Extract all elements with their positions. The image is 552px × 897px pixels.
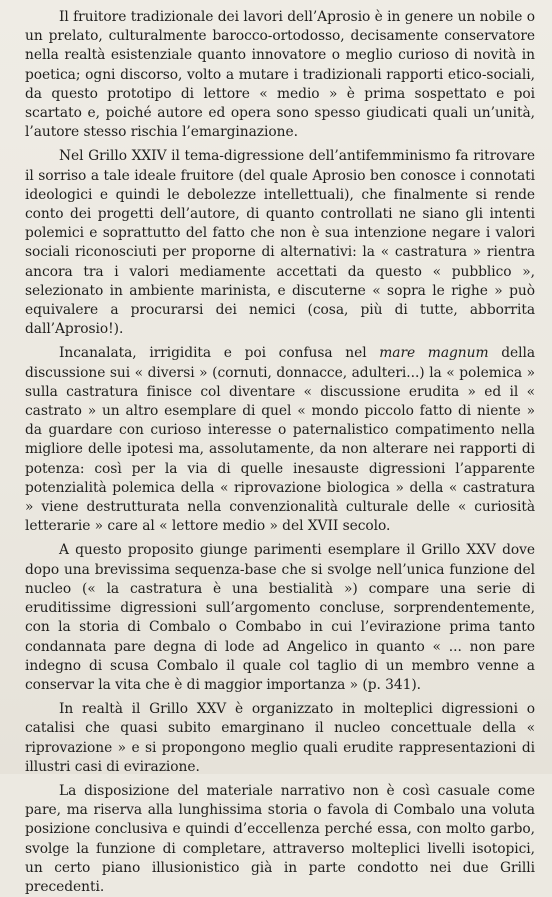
body-text xyxy=(25,8,535,897)
italic-phrase: mare magnum xyxy=(379,345,489,362)
paragraph-3 xyxy=(25,344,535,536)
paragraph-5: In realtà il Grillo XXV è organizzato in molteplici digressioni o catalisi che quasi subito emarginano il nucleo concettuale della « riprovazione » e si propongono meglio quali erudite rappresentazioni di illustri casi di evirazione. xyxy=(25,701,535,775)
paragraph-2: Nel Grillo XXIV il tema-digressione dell’antifemminismo fa ritrovare il sorriso a tale ideale fruitore (del quale Aprosio ben conosce i connotati ideologici e quindi le debolezze intellettuali), che finalmente si rende conto dei progetti dell’autore, di quanto controllati ne siano gli intenti polemici e soprattutto del fatto che non è sua intenzione negare i valori sociali riconosciuti per proporne di alternativi: la « castratura » rientra ancora tra i valori mediamente accettati da questo « pubblico », selezionato in ambiente marinista, e discuterne « sopra le righe » può equivalere a procurarsi dei nemici (cosa, più di tutte, abborrita dall’Aprosio!). xyxy=(25,148,535,338)
paragraph-4: A questo proposito giunge parimenti esemplare il Grillo XXV dove dopo una brevissima sequenza-base che si svolge nell’unica funzione del nucleo (« la castratura è una bestialità ») compare una serie di eruditissime digressioni sull’argomento concluse, sorprendentemente, con la storia di Combalo o Combabo in cui l’evirazione prima tanto condannata pare degna di lode ad Angelico in quanto « ... non pare indegno di scusa Combalo il quale col taglio di un membro venne a conservar la vita che è di maggior importanza » (p. 341). xyxy=(25,542,535,693)
paragraph-3-start: Incanalata, irrigidita e poi confusa nel xyxy=(59,345,380,362)
paragraph-1: Il fruitore tradizionale dei lavori dell’Aprosio è in genere un nobile o un prelato, culturalmente barocco-ortodosso, decisamente conservatore nella realtà esistenziale quanto innovatore o meglio curioso di novità in poetica; ogni discorso, volto a mutare i tradizionali rapporti etico-sociali, da questo prototipo di lettore « medio » è prima sospettato e poi scartato e, poiché autore ed opera sono spesso giudicati quali un’unità, l’autore stesso rischia l’emarginazione. xyxy=(25,9,535,141)
paragraph-6: La disposizione del materiale narrativo non è così casuale come pare, ma riserva alla lunghissima storia o favola di Combalo una voluta posizione conclusiva e quindi d’eccellenza perché essa, con molto garbo, svolge la funzione di completare, attraverso molteplici livelli isotopici, un certo piano illusionistico già in parte condotto nei due Grilli precedenti. xyxy=(25,782,535,895)
paragraph-3-end: della discussione sui « diversi » (cornuti, donnacce, adulteri...) la « polemica » sulla castratura finisce col diventare « discussione erudita » ed il « castrato » un altro esemplare di quel « mondo piccolo fatto di niente » da guardare con curioso interesse o paternalistico compatimento nella migliore delle ipotesi ma, assolutamente, da non alterare nei rapporti di potenza: così per la via di quelle inesauste digressioni l’apparente potenzialità polemica della « riprovazione biologica » della « castratura » viene destrutturata nella convenzionalità culturale delle « curiosità letterarie » care al « lettore medio » del XVII secolo. xyxy=(25,345,536,535)
